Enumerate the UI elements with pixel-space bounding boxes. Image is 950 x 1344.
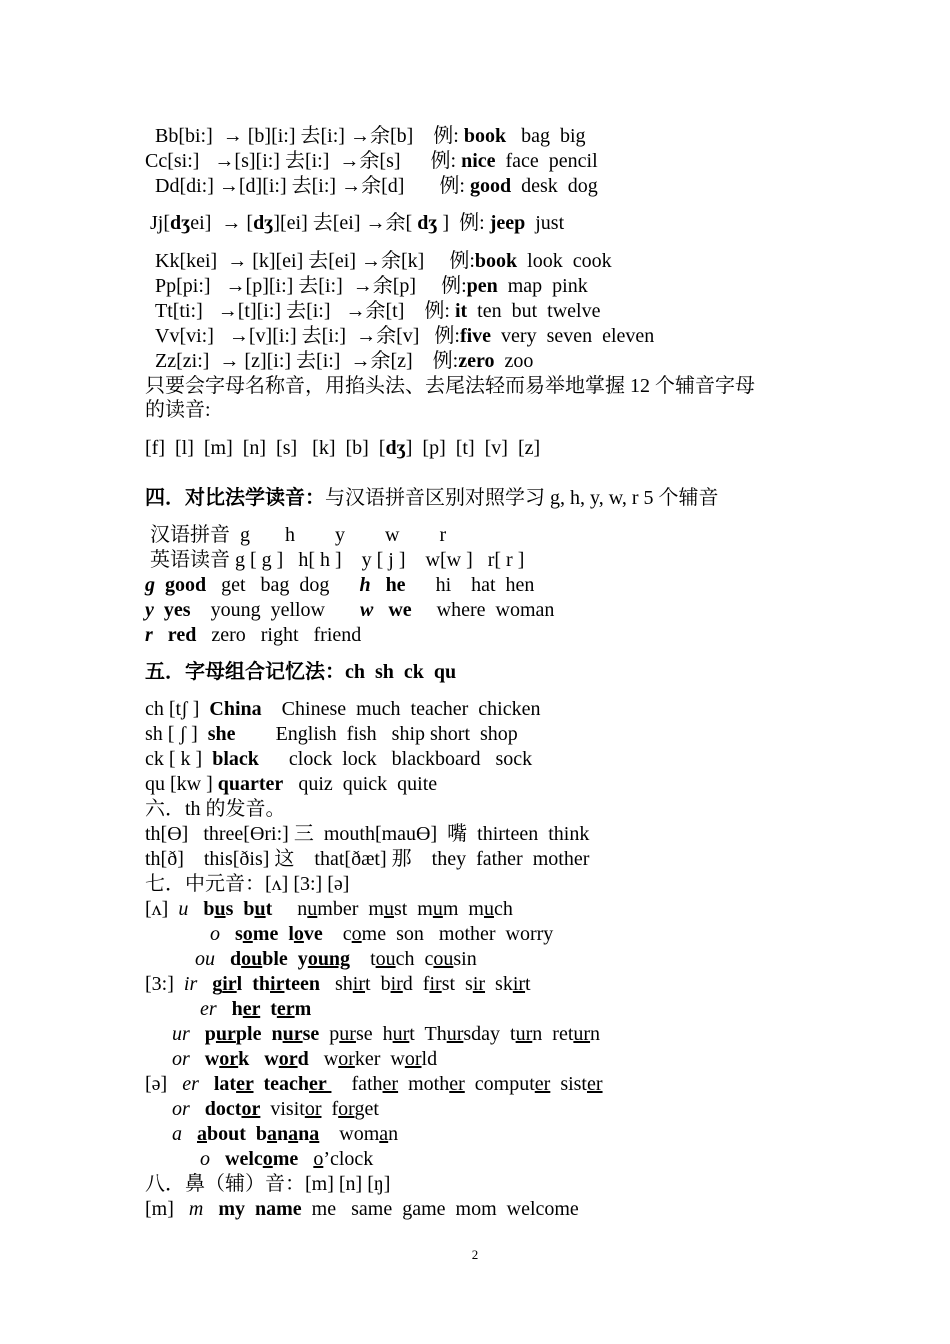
- text-line: [145, 149, 598, 173]
- text-segment: 英语读音 g [ g ] h[ h ] y [ j ] w[w ] r[ r ]: [150, 549, 525, 571]
- text-segment: [190, 1048, 205, 1070]
- text-line: [145, 822, 589, 846]
- text-segment: sday t: [463, 1023, 516, 1045]
- text-segment: quiz quick quite: [283, 773, 438, 795]
- text-segment: a: [172, 1123, 182, 1145]
- text-segment: Pp[pi:] →[p][i:] 去[i:] →余[p] 例:: [155, 275, 467, 297]
- text-segment: ch [tʃ ]: [145, 698, 210, 720]
- text-segment: t: [265, 898, 273, 920]
- page-number: 2: [471, 1247, 479, 1262]
- text-line: [150, 523, 446, 547]
- text-segment: ch c: [395, 948, 434, 970]
- text-segment: h: [359, 574, 371, 596]
- text-segment: s: [235, 923, 243, 945]
- text-line: [145, 1072, 603, 1096]
- text-segment: Zz[zi:] → [z][i:] 去[i:] →余[z] 例:: [155, 350, 459, 372]
- text-segment: ir: [512, 973, 526, 995]
- text-segment: [233, 898, 243, 920]
- text-segment: qu [kw ]: [145, 773, 218, 795]
- text-segment: ur: [392, 1023, 410, 1045]
- text-segment: ur: [446, 1023, 464, 1045]
- text-segment: lat: [213, 1073, 237, 1095]
- text-segment: or: [304, 1098, 322, 1120]
- text-segment: d: [230, 948, 242, 970]
- text-segment: o: [262, 1148, 273, 1170]
- text-segment: er: [309, 1073, 332, 1095]
- text-segment: [ʌ]: [145, 898, 179, 920]
- text-segment: l th: [236, 973, 271, 995]
- text-segment: clock lock blackboard sock: [258, 748, 533, 770]
- text-segment: o: [351, 923, 362, 945]
- text-segment: ble y: [262, 948, 308, 970]
- text-segment: [217, 998, 232, 1020]
- text-segment: she: [207, 723, 236, 745]
- text-segment: n: [272, 898, 308, 920]
- text-segment: zero right friend: [196, 624, 362, 646]
- text-segment: fath: [331, 1073, 383, 1095]
- text-segment: [199, 1073, 214, 1095]
- text-line: [145, 660, 456, 684]
- text-segment: [153, 624, 168, 646]
- text-segment: where woman: [411, 599, 555, 621]
- text-segment: teach: [253, 1073, 310, 1095]
- text-line: [145, 972, 531, 996]
- text-segment: me son mother worry: [361, 923, 554, 945]
- text-segment: b: [243, 898, 255, 920]
- text-line: [145, 623, 361, 647]
- text-line: [145, 598, 554, 622]
- text-segment: or: [338, 1098, 355, 1120]
- text-segment: book: [463, 125, 507, 147]
- text-segment: sist: [550, 1073, 587, 1095]
- text-segment: my name: [218, 1198, 302, 1220]
- text-segment: ve: [303, 923, 323, 945]
- text-segment: 只要会字母名称音，用掐头法、去尾法轻而易举地掌握 12 个辅音字母: [145, 375, 755, 397]
- text-segment: me same game mom welcome: [301, 1198, 579, 1220]
- text-segment: er: [276, 998, 295, 1020]
- text-segment: ][ei] 去[ei] →余[: [273, 212, 418, 234]
- text-segment: ir: [472, 973, 486, 995]
- text-segment: good: [469, 175, 512, 197]
- text-line: [145, 436, 540, 460]
- text-segment: English fish ship short shop: [235, 723, 518, 745]
- text-segment: ei] → [: [190, 212, 254, 234]
- text-segment: er: [534, 1073, 551, 1095]
- text-segment: t Th: [409, 1023, 447, 1045]
- text-segment: look cook: [517, 250, 612, 272]
- text-segment: zero: [458, 350, 495, 372]
- text-segment: ple n: [235, 1023, 283, 1045]
- text-segment: ou: [375, 948, 396, 970]
- text-segment: we: [388, 599, 412, 621]
- text-segment: he: [385, 574, 406, 596]
- text-segment: t b: [365, 973, 391, 995]
- text-segment: it: [454, 300, 468, 322]
- text-segment: o: [293, 923, 304, 945]
- text-segment: ten but twelve: [467, 300, 601, 322]
- text-segment: [197, 973, 212, 995]
- text-segment: hi hat hen: [405, 574, 535, 596]
- text-segment: g: [212, 973, 223, 995]
- text-segment: Dd[di:] →[d][i:] 去[i:] →余[d] 例:: [155, 175, 470, 197]
- text-segment: yes: [163, 599, 191, 621]
- text-segment: welc: [225, 1148, 263, 1170]
- text-segment: zoo: [494, 350, 534, 372]
- text-segment: m m: [442, 898, 484, 920]
- text-segment: Jj[: [150, 212, 170, 234]
- text-segment: mber m: [317, 898, 384, 920]
- text-segment: er: [242, 998, 261, 1020]
- text-segment: nice: [461, 150, 496, 172]
- text-line: [200, 1147, 373, 1171]
- text-segment: w: [308, 1048, 339, 1070]
- text-line: [210, 922, 553, 946]
- text-segment: 七．中元音：[ʌ] [3:] [ə]: [145, 873, 350, 895]
- text-line: [150, 211, 564, 235]
- text-line: [155, 174, 598, 198]
- text-segment: oung: [307, 948, 351, 970]
- text-segment: or: [219, 1048, 239, 1070]
- text-segment: a: [267, 1123, 278, 1145]
- text-segment: 四．对比法学读音：: [145, 487, 325, 509]
- text-segment: ] 例:: [437, 212, 490, 234]
- text-segment: ir: [429, 973, 442, 995]
- text-segment: t: [525, 973, 531, 995]
- text-segment: [210, 1148, 225, 1170]
- text-segment: o: [200, 1148, 210, 1170]
- text-segment: n: [298, 1123, 310, 1145]
- text-line: [150, 548, 524, 572]
- text-segment: m: [188, 1198, 204, 1220]
- text-segment: or: [404, 1048, 422, 1070]
- text-line: [195, 947, 477, 971]
- text-segment: n: [388, 1123, 399, 1145]
- text-segment: bout b: [207, 1123, 268, 1145]
- text-segment: r: [145, 624, 153, 646]
- text-segment: ur: [282, 1023, 303, 1045]
- text-segment: o: [242, 923, 253, 945]
- text-segment: quarter: [217, 773, 284, 795]
- text-segment: ur: [215, 1023, 236, 1045]
- text-segment: a: [379, 1123, 389, 1145]
- text-segment: w: [360, 599, 374, 621]
- text-segment: er: [449, 1073, 465, 1095]
- text-segment: ir: [222, 973, 237, 995]
- text-segment: Bb[bi:] → [b][i:] 去[i:] →余[b] 例:: [155, 125, 464, 147]
- text-segment: me l: [252, 923, 294, 945]
- text-segment: China: [209, 698, 262, 720]
- text-segment: ou: [195, 948, 215, 970]
- text-segment: ou: [433, 948, 454, 970]
- text-segment: or: [241, 1098, 261, 1120]
- text-segment: [m]: [145, 1198, 189, 1220]
- text-line: [145, 697, 540, 721]
- text-segment: book: [474, 250, 518, 272]
- text-segment: [371, 574, 386, 596]
- text-segment: er: [182, 1073, 199, 1095]
- text-segment: [220, 923, 235, 945]
- text-segment: o: [313, 1148, 324, 1170]
- text-line: [155, 249, 612, 273]
- text-line: [145, 398, 211, 422]
- text-segment: Vv[vi:] →[v][i:] 去[i:] →余[v] 例:: [155, 325, 460, 347]
- text-segment: black: [212, 748, 259, 770]
- text-segment: d f: [402, 973, 430, 995]
- text-segment: ir: [352, 973, 366, 995]
- text-segment: teen: [284, 973, 320, 995]
- text-segment: 与汉语拼音区别对照学习 g, h, y, w, r 5 个辅音: [325, 487, 719, 509]
- text-segment: t: [350, 948, 376, 970]
- text-line: [145, 872, 349, 896]
- text-segment: dʒ: [253, 212, 274, 234]
- text-segment: sin: [453, 948, 477, 970]
- text-segment: p: [319, 1023, 340, 1045]
- text-segment: h: [231, 998, 243, 1020]
- text-segment: 八．鼻（辅）音：[m] [n] [ŋ]: [145, 1173, 391, 1195]
- text-segment: g: [145, 574, 155, 596]
- text-segment: y: [145, 599, 154, 621]
- text-segment: five: [459, 325, 492, 347]
- text-segment: ir: [270, 973, 285, 995]
- text-segment: [215, 948, 230, 970]
- text-segment: [155, 574, 165, 596]
- text-segment: u: [432, 898, 443, 920]
- text-segment: young yellow: [190, 599, 360, 621]
- text-segment: ur: [515, 1023, 533, 1045]
- text-segment: c: [322, 923, 352, 945]
- text-segment: 六．th 的发音。: [145, 798, 286, 820]
- text-line: [145, 1172, 390, 1196]
- text-line: [145, 747, 532, 771]
- text-segment: get bag dog: [206, 574, 360, 596]
- text-segment: u: [254, 898, 266, 920]
- text-segment: ker w: [354, 1048, 405, 1070]
- text-line: [145, 573, 534, 597]
- text-segment: w: [204, 1048, 220, 1070]
- text-segment: ld: [421, 1048, 438, 1070]
- text-line: [172, 1097, 379, 1121]
- text-segment: st m: [393, 898, 433, 920]
- text-line: [155, 299, 600, 323]
- text-segment: se: [302, 1023, 320, 1045]
- text-segment: ur: [172, 1023, 190, 1045]
- text-segment: ir: [183, 973, 198, 995]
- text-segment: er: [587, 1073, 603, 1095]
- text-segment: o: [210, 923, 220, 945]
- text-segment: u: [483, 898, 494, 920]
- text-segment: comput: [464, 1073, 535, 1095]
- text-segment: u: [383, 898, 394, 920]
- text-segment: u: [178, 898, 189, 920]
- text-segment: s: [225, 898, 234, 920]
- text-segment: or: [338, 1048, 355, 1070]
- text-segment: jeep: [489, 212, 526, 234]
- text-line: [145, 772, 437, 796]
- text-segment: [203, 1198, 218, 1220]
- text-segment: dʒ: [417, 212, 438, 234]
- text-segment: ur: [339, 1023, 356, 1045]
- text-line: [155, 124, 586, 148]
- text-segment: map pink: [497, 275, 588, 297]
- text-segment: [190, 1098, 205, 1120]
- text-segment: Tt[ti:] →[t][i:] 去[i:] →余[t] 例:: [155, 300, 455, 322]
- text-line: [172, 1022, 600, 1046]
- text-line: [145, 897, 513, 921]
- text-segment: se h: [355, 1023, 393, 1045]
- text-segment: a: [309, 1123, 320, 1145]
- text-segment: n ret: [532, 1023, 574, 1045]
- text-segment: Cc[si:] →[s][i:] 去[i:] →余[s] 例:: [145, 150, 462, 172]
- text-segment: 五．字母组合记忆法：ch sh ck qu: [145, 661, 457, 683]
- text-segment: wom: [319, 1123, 380, 1145]
- text-segment: u: [307, 898, 318, 920]
- text-segment: ’clock: [323, 1148, 374, 1170]
- text-segment: ir: [390, 973, 403, 995]
- text-segment: f: [321, 1098, 339, 1120]
- text-segment: Chinese much teacher chicken: [261, 698, 541, 720]
- text-segment: sh [ ʃ ]: [145, 723, 208, 745]
- text-segment: or: [172, 1048, 190, 1070]
- text-segment: Kk[kei] → [k][ei] 去[ei] →余[k] 例:: [155, 250, 475, 272]
- text-segment: sk: [485, 973, 513, 995]
- text-segment: very seven eleven: [491, 325, 655, 347]
- text-segment: m: [294, 998, 312, 1020]
- text-segment: n: [277, 1123, 289, 1145]
- text-segment: 的读音:: [145, 399, 211, 421]
- text-segment: a: [197, 1123, 207, 1145]
- text-segment: good: [165, 574, 207, 596]
- text-segment: [ə]: [145, 1073, 183, 1095]
- text-segment: ou: [241, 948, 263, 970]
- text-segment: [182, 1123, 197, 1145]
- text-segment: [190, 1023, 205, 1045]
- text-segment: p: [204, 1023, 216, 1045]
- text-segment: me: [272, 1148, 299, 1170]
- text-segment: face pencil: [495, 150, 598, 172]
- text-line: [145, 722, 518, 746]
- text-segment: th[ð] this[ðis] 这 that[ðæt] 那 they father mother: [145, 848, 590, 870]
- text-segment: a: [288, 1123, 299, 1145]
- text-segment: ] [p] [t] [v] [z]: [405, 437, 541, 459]
- text-segment: st s: [441, 973, 473, 995]
- text-segment: [3:]: [145, 973, 184, 995]
- text-segment: [188, 898, 203, 920]
- text-segment: t: [260, 998, 277, 1020]
- text-segment: red: [167, 624, 197, 646]
- text-segment: ur: [573, 1023, 591, 1045]
- text-segment: moth: [398, 1073, 450, 1095]
- text-segment: dʒ: [385, 437, 406, 459]
- text-segment: pen: [466, 275, 498, 297]
- text-segment: or: [278, 1048, 298, 1070]
- text-segment: [154, 599, 164, 621]
- text-segment: th[Ɵ] three[Ɵri:] 三 mouth[mauƟ] 嘴 thirteen think: [145, 823, 590, 845]
- text-segment: k w: [238, 1048, 279, 1070]
- text-segment: u: [214, 898, 226, 920]
- text-segment: [298, 1148, 313, 1170]
- text-line: [145, 486, 719, 510]
- text-segment: visit: [260, 1098, 305, 1120]
- text-segment: [f] [l] [m] [n] [s] [k] [b] [: [145, 437, 386, 459]
- text-line: [155, 324, 654, 348]
- text-line: [145, 374, 755, 398]
- text-segment: sh: [320, 973, 353, 995]
- text-segment: or: [172, 1098, 190, 1120]
- text-segment: [373, 599, 388, 621]
- text-segment: er: [382, 1073, 399, 1095]
- text-line: [155, 274, 588, 298]
- text-segment: just: [525, 212, 565, 234]
- text-line: [172, 1047, 437, 1071]
- text-line: [145, 797, 286, 821]
- text-line: [155, 349, 533, 373]
- text-segment: n: [590, 1023, 601, 1045]
- text-segment: desk dog: [511, 175, 598, 197]
- text-segment: doct: [204, 1098, 242, 1120]
- text-line: [200, 997, 311, 1021]
- text-line: [145, 847, 589, 871]
- text-segment: d: [297, 1048, 309, 1070]
- text-segment: er: [200, 998, 217, 1020]
- text-segment: dʒ: [170, 212, 191, 234]
- text-segment: ck [ k ]: [145, 748, 213, 770]
- text-line: [172, 1122, 398, 1146]
- text-segment: get: [354, 1098, 379, 1120]
- text-segment: b: [203, 898, 215, 920]
- text-segment: er: [236, 1073, 254, 1095]
- text-segment: bag big: [506, 125, 586, 147]
- text-line: [145, 1197, 579, 1221]
- text-segment: ch: [493, 898, 513, 920]
- text-segment: 汉语拼音 g h y w r: [150, 524, 447, 546]
